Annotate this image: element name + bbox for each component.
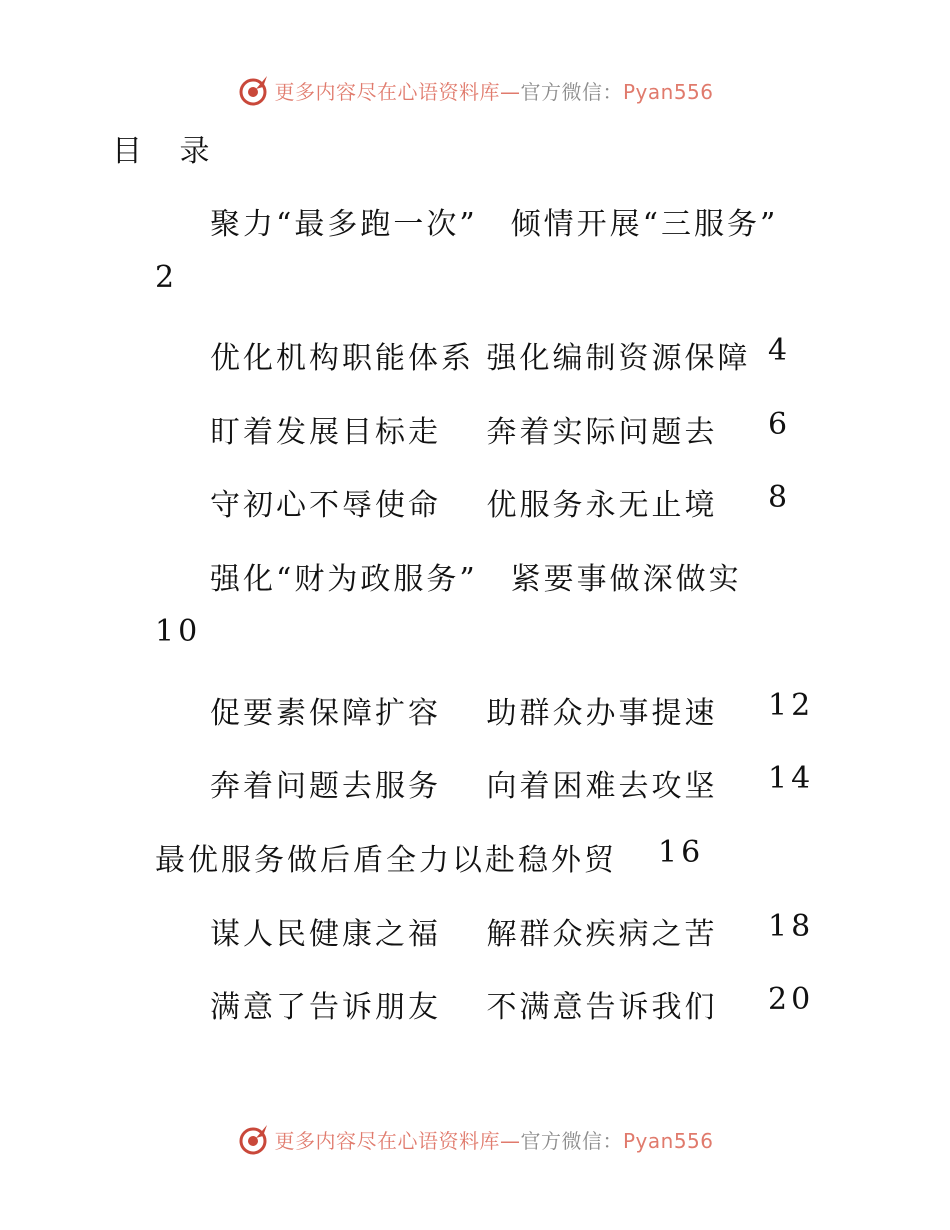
toc-entry-title: 谋人民健康之福 解群众疾病之苦 bbox=[210, 917, 718, 952]
banner-library-text: 更多内容尽在心语资料库— bbox=[274, 1128, 521, 1153]
toc-entry-title: 守初心不辱使命 优服务永无止境 bbox=[210, 488, 718, 523]
toc-entry-page: 20 bbox=[768, 982, 815, 1017]
toc-entry[interactable] bbox=[210, 688, 718, 732]
toc-entry-title: 优化机构职能体系 强化编制资源保障 bbox=[210, 341, 751, 376]
toc-entry[interactable] bbox=[210, 480, 718, 524]
quill-logo-icon bbox=[236, 1122, 270, 1156]
banner-wechat-id: Pyan556 bbox=[622, 1128, 714, 1153]
banner-text bbox=[274, 1125, 713, 1154]
toc-entry-page: 6 bbox=[768, 407, 792, 442]
toc-entry[interactable] bbox=[155, 835, 617, 879]
toc-entry-title: 满意了告诉朋友 不满意告诉我们 bbox=[210, 990, 718, 1025]
toc-entry-title: 促要素保障扩容 助群众办事提速 bbox=[210, 696, 718, 731]
quill-logo-icon bbox=[236, 73, 270, 107]
banner-wechat-label: 官方微信： bbox=[520, 79, 623, 104]
footer-banner bbox=[0, 1119, 950, 1159]
toc-entry[interactable] bbox=[210, 982, 718, 1026]
toc-entry-page: 12 bbox=[768, 688, 815, 723]
banner-library-text: 更多内容尽在心语资料库— bbox=[274, 79, 521, 104]
toc-entry-page: 2 bbox=[155, 260, 179, 295]
toc-entry-page: 18 bbox=[768, 909, 815, 944]
toc-entry-page: 14 bbox=[768, 761, 815, 796]
header-banner bbox=[0, 70, 950, 110]
toc-entry-title: 奔着问题去服务 向着困难去攻坚 bbox=[210, 769, 718, 804]
toc-entry[interactable] bbox=[210, 407, 718, 451]
toc-entry-title: 盯着发展目标走 奔着实际问题去 bbox=[210, 415, 718, 450]
toc-entry-page: 10 bbox=[155, 614, 202, 649]
banner-wechat-label: 官方微信： bbox=[520, 1128, 623, 1153]
toc-entry[interactable] bbox=[210, 761, 718, 805]
toc-entry-page: 8 bbox=[768, 480, 792, 515]
toc-entry[interactable] bbox=[210, 199, 778, 243]
toc-entry-title: 强化“财为政服务” 紧要事做深做实 bbox=[210, 562, 742, 597]
toc-entry[interactable] bbox=[210, 333, 751, 377]
toc-entry-page: 4 bbox=[768, 333, 792, 368]
toc-title: 目 录 bbox=[112, 134, 224, 169]
toc-entry-title: 最优服务做后盾全力以赴稳外贸 bbox=[155, 843, 617, 878]
toc-entry-title: 聚力“最多跑一次” 倾情开展“三服务” bbox=[210, 207, 779, 242]
toc-entry[interactable] bbox=[210, 909, 718, 953]
banner-text bbox=[274, 76, 713, 105]
toc-entry[interactable] bbox=[210, 554, 742, 598]
banner-wechat-id: Pyan556 bbox=[622, 79, 714, 104]
toc-entry-page: 16 bbox=[658, 835, 705, 870]
